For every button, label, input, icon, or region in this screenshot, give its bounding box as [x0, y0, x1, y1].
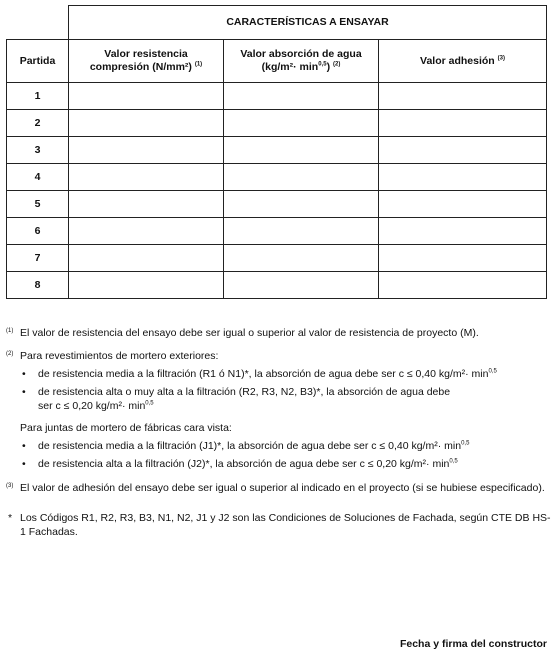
absorcion-cell[interactable]	[224, 245, 379, 272]
absorcion-label: Valor absorción de agua	[240, 48, 362, 60]
footnote-1-mark: (1)	[6, 328, 14, 334]
absorcion-cell[interactable]	[224, 218, 379, 245]
footnote-1-text: El valor de resistencia del ensayo debe ser igual o superior al valor de resistencia de proyecto (M).	[20, 327, 479, 339]
test-characteristics-table	[6, 5, 547, 299]
footnote-star-mark: *	[8, 512, 13, 524]
group-header: CARACTERÍSTICAS A ENSAYAR	[69, 6, 547, 40]
partida-cell: 4	[7, 164, 69, 191]
table-row	[7, 218, 547, 245]
adhesion-cell[interactable]	[379, 191, 547, 218]
bullet-text: de resistencia alta a la filtración (J2)*, la absorción de agua debe ser c ≤ 0,20 kg/m²· min	[38, 458, 450, 470]
absorcion-cell[interactable]	[224, 164, 379, 191]
table-row	[7, 137, 547, 164]
table-corner-blank	[7, 6, 69, 40]
footnote-star-text: Los Códigos R1, R2, R3, B3, N1, N2, J1 y J2 son las Condiciones de Soluciones de Fachada, según CTE DB HS-1 Fachadas.	[20, 512, 551, 538]
bullet-text-cont: ser c ≤ 0,20 kg/m²· min	[38, 400, 146, 412]
resistencia-footnote-ref: (1)	[194, 61, 203, 68]
list-item	[6, 457, 551, 471]
bullet-icon: •	[22, 386, 26, 398]
adhesion-cell[interactable]	[379, 245, 547, 272]
bullet-icon: •	[22, 458, 26, 470]
table-row	[7, 245, 547, 272]
bullet-text: de resistencia media a la filtración (R1 ó N1)*, la absorción de agua debe ser c ≤ 0,40 kg/m²· min	[38, 368, 489, 380]
table-row	[7, 164, 547, 191]
resistencia-cell[interactable]	[69, 83, 224, 110]
adhesion-cell[interactable]	[379, 218, 547, 245]
bullet-exponent: 0,5	[461, 440, 470, 447]
footnote-2-text: Para revestimientos de mortero exteriores:	[20, 350, 219, 362]
footnote-3-text: El valor de adhesión del ensayo debe ser igual o superior al indicado en el proyecto (si se hubiese especificado).	[20, 482, 545, 494]
resistencia-cell[interactable]	[69, 110, 224, 137]
list-item	[6, 439, 551, 453]
column-header-resistencia	[69, 40, 224, 83]
list-item	[6, 367, 551, 381]
adhesion-cell[interactable]	[379, 137, 547, 164]
partida-cell: 6	[7, 218, 69, 245]
column-header-absorcion	[224, 40, 379, 83]
bullet-icon: •	[22, 440, 26, 452]
footnote-2-mark: (2)	[6, 351, 14, 357]
absorcion-unit: (kg/m²· min	[261, 61, 319, 73]
footnote-star	[6, 511, 551, 539]
resistencia-cell[interactable]	[69, 164, 224, 191]
adhesion-cell[interactable]	[379, 110, 547, 137]
footnote-2	[6, 349, 551, 363]
absorcion-cell[interactable]	[224, 137, 379, 164]
table-row	[7, 191, 547, 218]
absorcion-footnote-ref: (2)	[333, 61, 341, 68]
column-header-partida: Partida	[7, 40, 69, 83]
absorcion-unit-close: )	[326, 61, 331, 73]
table-row	[7, 83, 547, 110]
partida-cell: 1	[7, 83, 69, 110]
bullet-exponent: 0,5	[145, 400, 154, 407]
table-row	[7, 272, 547, 299]
resistencia-cell[interactable]	[69, 191, 224, 218]
resistencia-cell[interactable]	[69, 272, 224, 299]
bullet-exponent: 0,5	[449, 458, 458, 465]
adhesion-cell[interactable]	[379, 83, 547, 110]
partida-cell: 5	[7, 191, 69, 218]
resistencia-cell[interactable]	[69, 137, 224, 164]
adhesion-footnote-ref: (3)	[497, 55, 505, 61]
absorcion-cell[interactable]	[224, 83, 379, 110]
bullet-icon: •	[22, 368, 26, 380]
bullet-text: de resistencia alta o muy alta a la filtración (R2, R3, N2, B3)*, la absorción de agua debe	[38, 386, 451, 398]
absorcion-cell[interactable]	[224, 110, 379, 137]
bullet-exponent: 0,5	[488, 368, 497, 375]
resistencia-label: Valor resistencia	[104, 48, 188, 60]
signature-label: Fecha y firma del constructor	[399, 638, 547, 650]
resistencia-unit: compresión (N/mm²)	[89, 61, 192, 73]
absorcion-exponent: 0,5	[318, 61, 327, 68]
adhesion-label: Valor adhesión	[420, 54, 495, 67]
adhesion-cell[interactable]	[379, 272, 547, 299]
resistencia-cell[interactable]	[69, 245, 224, 272]
footnote-3	[6, 481, 551, 495]
column-header-adhesion	[379, 40, 547, 83]
list-item	[6, 385, 551, 413]
bullet-text: de resistencia media a la filtración (J1)*, la absorción de agua debe ser c ≤ 0,40 kg/m²· min	[38, 440, 462, 452]
partida-cell: 3	[7, 137, 69, 164]
juntas-heading: Para juntas de mortero de fábricas cara vista:	[20, 422, 232, 434]
partida-cell: 8	[7, 272, 69, 299]
absorcion-cell[interactable]	[224, 272, 379, 299]
resistencia-cell[interactable]	[69, 218, 224, 245]
table-row	[7, 110, 547, 137]
adhesion-cell[interactable]	[379, 164, 547, 191]
footnote-3-mark: (3)	[6, 483, 14, 489]
absorcion-cell[interactable]	[224, 191, 379, 218]
footnote-1	[6, 326, 551, 340]
partida-cell: 7	[7, 245, 69, 272]
footnotes	[6, 326, 551, 539]
partida-cell: 2	[7, 110, 69, 137]
